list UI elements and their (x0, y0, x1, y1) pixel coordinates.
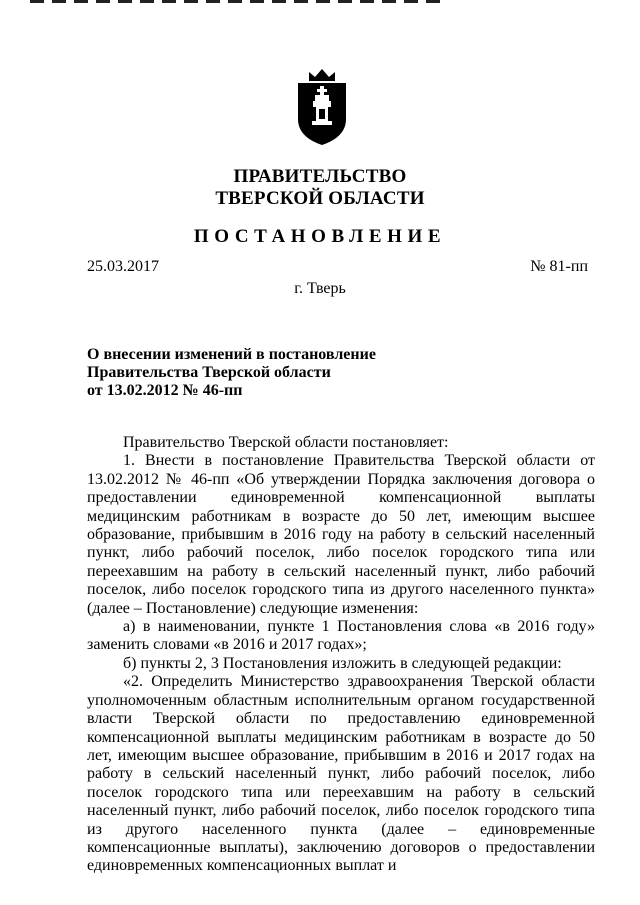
subject-line1: О внесении изменений в постановление (87, 346, 376, 363)
document-body (87, 434, 595, 876)
body-paragraph-item1a: а) в наименовании, пункте 1 Постановления слова «в 2016 году» заменить словами «в 2016 и 2017 годах»; (87, 618, 595, 654)
document-type-title: ПОСТАНОВЛЕНИЕ (193, 226, 447, 247)
document-date: 25.03.2017 (87, 258, 159, 275)
body-paragraph-item1: 1. Внести в постановление Правительства Тверской области от 13.02.2012 № 46-пп «Об утверждении Порядка заключения договора о предоставлении единовременной компенсационной выплаты медицинским работникам в возрасте до 50 лет, имеющим высшее образование, прибывшим в 2016 году на работу в сельский населенный пункт, либо рабочий поселок, либо поселок городского типа или переехавшим на работу в сельский населенный пункт, либо рабочий поселок, либо поселок городского типа из другого населенного пункта» (далее – Постановление) следующие изменения: (87, 452, 595, 617)
scan-top-edge (30, 0, 440, 3)
document-subject (87, 346, 376, 400)
document-city: г. Тверь (294, 280, 346, 297)
document-number: № 81-пп (530, 258, 588, 275)
tver-coat-of-arms-icon (295, 67, 349, 147)
organization-name-line1: ПРАВИТЕЛЬСТВО (233, 166, 407, 187)
subject-line3: от 13.02.2012 № 46-пп (87, 382, 243, 399)
subject-line2: Правительства Тверской области (87, 364, 331, 381)
body-paragraph-item1b: б) пункты 2, 3 Постановления изложить в следующей редакции: (123, 654, 562, 672)
body-paragraph-intro: Правительство Тверской области постановляет: (123, 434, 449, 451)
body-paragraph-quoted-item2: «2. Определить Министерство здравоохранения Тверской области уполномоченным областным исполнительным органом государственной власти Тверской области по предоставлению единовременной компенсационной выплаты медицинским работникам в возрасте до 50 лет, имеющим высшее образование, прибывшим в 2016 и 2017 годах на работу в сельский населенный пункт, либо рабочий поселок, либо поселок городского типа или переехавшим на работу в сельский населенный пункт, либо рабочий поселок, либо поселок городского типа из другого населенного пункта (далее – единовременные компенсационные выплаты), заключению договоров о предоставлении единовременных компенсационных выплат и (87, 673, 595, 875)
organization-name-line2: ТВЕРСКОЙ ОБЛАСТИ (215, 188, 425, 209)
